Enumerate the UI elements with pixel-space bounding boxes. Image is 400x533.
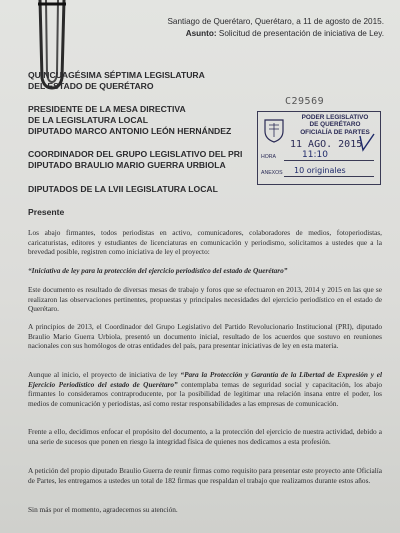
addressee-line-8: DIPUTADOS DE LA LVII LEGISLATURA LOCAL	[28, 184, 218, 194]
addressee-line-7: DIPUTADO BRAULIO MARIO GUERRA URBIOLA	[28, 160, 226, 170]
paragraph-1: Los abajo firmantes, todos periodistas en activo, comunicadores, colaboradores de medios, fotoperiodistas, caricaturistas, editores y estudiantes de licenciaturas en comunicación y periodismo, solicitamos a ustedes que a la brevedad posible, registren como iniciativa de ley el proyecto:	[28, 228, 382, 257]
document-number: C29569	[285, 96, 325, 107]
paragraph-4: A principios de 2013, el Coordinador del Grupo Legislativo del Partido Revolucionario Institucional (PRI), diputado Braulio Mario Guerra Urbiola, presentó un documento inicial, resultado de los acuerdos que sostuvo en reuniones nacionales con sus homólogos de otras entidades del país, para presentar iniciativas de ley en esta materia.	[28, 322, 382, 351]
paragraph-5: Aunque al inicio, el proyecto de iniciativa de ley “Para la Protección y Garantía de la Libertad de Expresión y el Ejercicio Periodístico del estado de Querétaro” contemplaba temas de seguridad social y capacitación, los abajo firmantes lo consideramos contraproducente, por la posibilidad de legitimar una relación insana entre el poder, los medios de comunicación y periodistas, así como restar responsabilidades a las empresas de comunicación.	[28, 370, 382, 408]
addressee-line-3: PRESIDENTE DE LA MESA DIRECTIVA	[28, 104, 186, 114]
stamp-date: 11 AGO. 2015	[290, 139, 363, 150]
paragraph-6: Frente a ello, decidimos enfocar el propósito del documento, a la protección del ejercicio de nuestra actividad, debido a una serie de sucesos que ponen en riesgo la integridad física de quienes nos dedicamos a esta profesión.	[28, 427, 382, 446]
addressee-line-2: DEL ESTADO DE QUERÉTARO	[28, 81, 154, 91]
addressee-line-5: DIPUTADO MARCO ANTONIO LEÓN HERNÁNDEZ	[28, 126, 232, 136]
coat-of-arms-icon	[261, 117, 287, 143]
addressee-line-6: COORDINADOR DEL GRUPO LEGISLATIVO DEL PRI	[28, 149, 243, 159]
closing-line: Sin más por el momento, agradecemos su atención.	[28, 505, 178, 514]
initiative-title: “Iniciativa de ley para la protección del ejercicio periodístico del estado de Querétaro”	[28, 266, 288, 275]
paragraph-3: Este documento es resultado de diversas mesas de trabajo y foros que se efectuaron en 2013, 2014 y 2015 en las que se realizaron las observaciones pertinentes, propuestas y principales necesidades del ejercicio periodístico en el estado de Querétaro.	[28, 285, 382, 314]
addressee-line-4: DE LA LEGISLATURA LOCAL	[28, 115, 148, 125]
stamp-title: PODER LEGISLATIVO DE QUERÉTARO OFICIALÍA DE PARTES	[300, 114, 370, 136]
subject-line	[186, 29, 384, 38]
place-date: Santiago de Querétaro, Querétaro, a 11 de agosto de 2015.	[167, 17, 384, 26]
addressee-line-1: QUINCUAGÉSIMA SÉPTIMA LEGISLATURA	[28, 70, 205, 80]
subject-label: Asunto:	[185, 29, 217, 38]
stamp-hora-label: HORA	[261, 154, 276, 160]
greeting: Presente	[28, 207, 65, 217]
paragraph-7: A petición del propio diputado Braulio Guerra de reunir firmas como requisito para presentar este proyecto ante Oficialía de Partes, les entregamos a ustedes un total de 182 firmas que respaldan el trabajo que realizamos durante estos años.	[28, 466, 382, 485]
stamp-anexos-label: ANEXOS	[261, 170, 283, 176]
reception-stamp	[257, 111, 381, 185]
stamp-hora-value: 11:10	[302, 150, 328, 160]
checkmark-scribble-icon	[358, 132, 376, 154]
subject-text: Solicitud de presentación de iniciativa de Ley.	[218, 29, 384, 38]
stamp-anexos-value: 10 originales	[294, 166, 346, 175]
